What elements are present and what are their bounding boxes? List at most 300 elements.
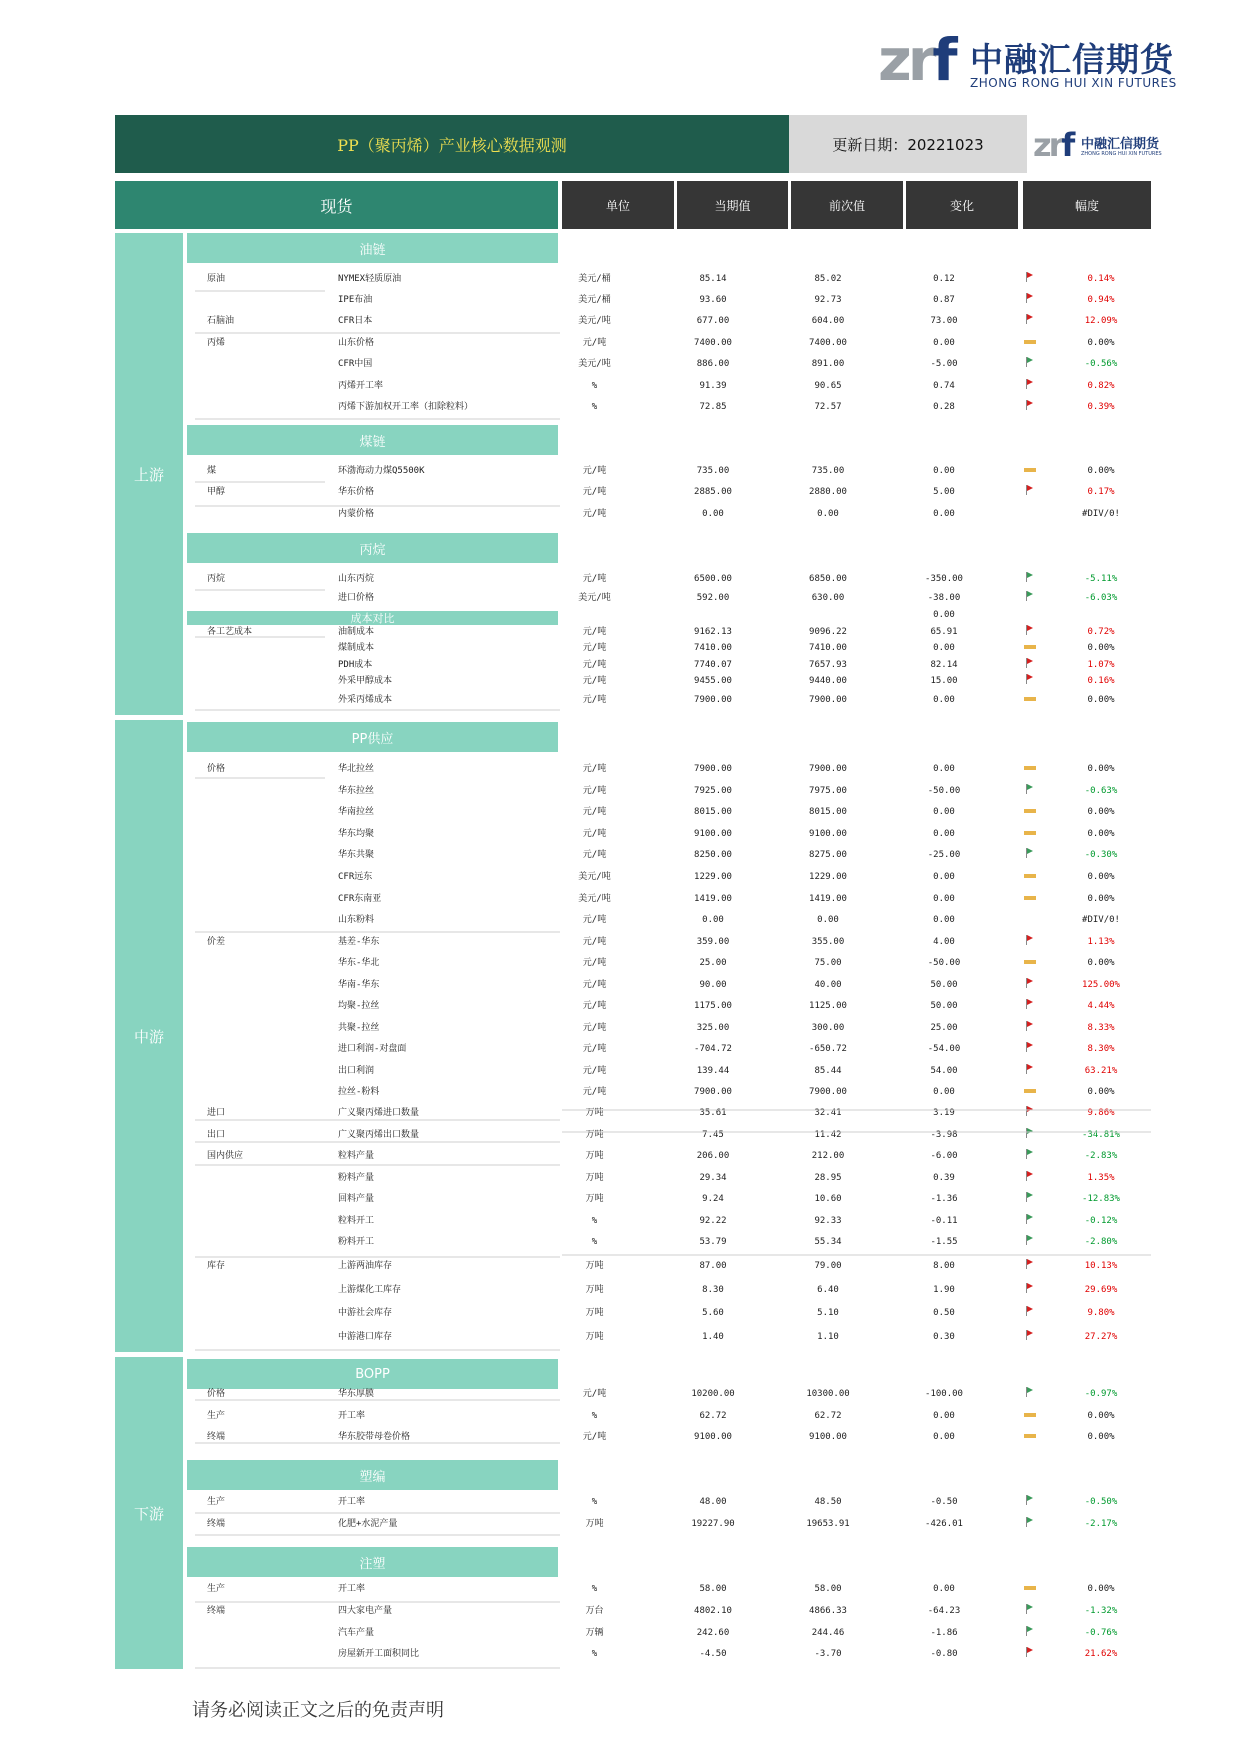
change-cell: -1.36 — [930, 1194, 958, 1204]
report-banner — [115, 115, 1162, 173]
change-cell: 0.50 — [933, 1308, 955, 1318]
change-cell: -64.23 — [927, 1606, 961, 1616]
report-title: PP（聚丙烯）产业核心数据观测 — [115, 115, 789, 173]
flat-bar-icon — [1024, 1406, 1036, 1426]
change-cell: -5.00 — [930, 359, 958, 369]
table-row — [187, 290, 1151, 310]
item-name-cell: 回料产量 — [338, 1194, 375, 1204]
item-name-cell: 汽车产量 — [338, 1628, 375, 1638]
table-row — [187, 824, 1151, 844]
unit-cell: 美元/吨 — [578, 872, 611, 882]
ratio-cell: 0.00% — [1087, 338, 1115, 348]
previous-value-cell: 212.00 — [811, 1151, 845, 1161]
unit-cell: 美元/吨 — [578, 593, 611, 603]
current-value-cell: 62.72 — [699, 1411, 727, 1421]
unit-cell: % — [591, 1237, 598, 1247]
green-flag-icon — [1024, 1514, 1036, 1534]
change-cell: 50.00 — [930, 1001, 958, 1011]
unit-cell: 元/吨 — [582, 627, 607, 637]
current-value-cell: 72.85 — [699, 402, 727, 412]
previous-value-cell: 1125.00 — [809, 1001, 847, 1011]
change-cell: 0.00 — [933, 695, 955, 705]
table-row — [187, 1146, 1151, 1166]
previous-value-cell: 7410.00 — [809, 643, 847, 653]
green-flag-icon — [1024, 1189, 1036, 1209]
table-row — [187, 1579, 1151, 1599]
item-name-cell: 拉丝-粉料 — [338, 1087, 380, 1097]
previous-value-cell: 32.41 — [814, 1108, 842, 1118]
category-cell: 甲醇 — [207, 487, 226, 497]
red-flag-icon — [1024, 671, 1036, 691]
change-cell: 0.28 — [933, 402, 955, 412]
unit-cell: 万辆 — [585, 1628, 604, 1638]
company-name-cn: 中融汇信期货 — [970, 40, 1174, 79]
category-cell: 价格 — [207, 764, 226, 774]
change-cell: -0.80 — [930, 1649, 958, 1659]
ratio-cell: 0.00% — [1087, 807, 1115, 817]
previous-value-cell: 62.72 — [814, 1411, 842, 1421]
current-value-cell: 8015.00 — [694, 807, 732, 817]
change-cell: 1.90 — [933, 1285, 955, 1295]
change-cell: 0.00 — [933, 829, 955, 839]
red-flag-icon — [1024, 1168, 1036, 1188]
header-spot: 现货 — [115, 181, 558, 229]
category-cell: 生产 — [207, 1411, 226, 1421]
unit-cell: 万吨 — [585, 1308, 604, 1318]
item-name-cell: PDH成本 — [338, 660, 373, 670]
green-flag-icon — [1024, 781, 1036, 801]
change-cell: -38.00 — [927, 593, 961, 603]
current-value-cell: 359.00 — [696, 937, 730, 947]
table-row — [187, 671, 1151, 691]
ratio-cell: -2.83% — [1084, 1151, 1118, 1161]
change-cell: 3.19 — [933, 1108, 955, 1118]
item-name-cell: 外采丙烯成本 — [338, 695, 393, 705]
table-row — [187, 397, 1151, 417]
flat-bar-icon — [1024, 867, 1036, 887]
current-value-cell: 7.45 — [702, 1130, 724, 1140]
item-name-cell: 外采甲醇成本 — [338, 676, 393, 686]
section-bopp: BOPP — [187, 1359, 558, 1389]
ratio-cell: 0.94% — [1087, 295, 1115, 305]
ratio-cell: 27.27% — [1084, 1332, 1118, 1342]
item-name-cell: 内蒙价格 — [338, 509, 375, 519]
table-row — [187, 1514, 1151, 1534]
banner-logo — [1033, 126, 1162, 164]
ratio-cell: 0.00% — [1087, 695, 1115, 705]
unit-cell: 元/吨 — [582, 915, 607, 925]
item-name-cell: 华南拉丝 — [338, 807, 375, 817]
green-flag-icon — [1024, 1492, 1036, 1512]
previous-value-cell: 75.00 — [814, 958, 842, 968]
ratio-cell: 0.00% — [1087, 643, 1115, 653]
unit-cell: 美元/桶 — [578, 274, 611, 284]
current-value-cell: -704.72 — [694, 1044, 732, 1054]
unit-cell: 元/吨 — [582, 1023, 607, 1033]
table-row — [187, 482, 1151, 502]
company-logo — [878, 26, 1177, 98]
unit-cell: 元/吨 — [582, 980, 607, 990]
current-value-cell: 48.00 — [699, 1497, 727, 1507]
red-flag-icon — [1024, 1103, 1036, 1123]
unit-cell: 万吨 — [585, 1261, 604, 1271]
red-flag-icon — [1024, 1018, 1036, 1038]
previous-value-cell: 7657.93 — [809, 660, 847, 670]
item-name-cell: 华东均聚 — [338, 829, 375, 839]
unit-cell: 元/吨 — [582, 1389, 607, 1399]
item-name-cell: 开工率 — [338, 1584, 366, 1594]
section-pp-supply: PP供应 — [187, 722, 558, 752]
green-flag-icon — [1024, 1384, 1036, 1404]
unit-cell: 美元/吨 — [578, 359, 611, 369]
change-cell: 0.00 — [933, 466, 955, 476]
table-row — [187, 1232, 1151, 1252]
ratio-cell: 0.72% — [1087, 627, 1115, 637]
current-value-cell: 206.00 — [696, 1151, 730, 1161]
unit-cell: 元/吨 — [582, 1044, 607, 1054]
category-cell: 终端 — [207, 1519, 226, 1529]
previous-value-cell: 79.00 — [814, 1261, 842, 1271]
ratio-cell: 0.00% — [1087, 894, 1115, 904]
item-name-cell: 化肥+水泥产量 — [338, 1519, 398, 1529]
previous-value-cell: 72.57 — [814, 402, 842, 412]
current-value-cell: 7410.00 — [694, 643, 732, 653]
category-cell: 石脑油 — [207, 316, 235, 326]
category-cell: 各工艺成本 — [207, 627, 253, 637]
region-upstream: 上游 — [115, 233, 183, 715]
previous-value-cell: 48.50 — [814, 1497, 842, 1507]
change-cell: 4.00 — [933, 937, 955, 947]
previous-value-cell: 1419.00 — [809, 894, 847, 904]
table-row — [187, 1018, 1151, 1038]
previous-value-cell: 244.46 — [811, 1628, 845, 1638]
previous-value-cell: 85.44 — [814, 1066, 842, 1076]
green-flag-icon — [1024, 1623, 1036, 1643]
current-value-cell: 7925.00 — [694, 786, 732, 796]
unit-cell: 元/吨 — [582, 937, 607, 947]
item-name-cell: 均聚-拉丝 — [338, 1001, 380, 1011]
section-coal: 煤链 — [187, 425, 558, 455]
ratio-cell: 1.13% — [1087, 937, 1115, 947]
current-value-cell: 8250.00 — [694, 850, 732, 860]
change-cell: 15.00 — [930, 676, 958, 686]
change-cell: 8.00 — [933, 1261, 955, 1271]
flat-bar-icon — [1024, 1082, 1036, 1102]
region-downstream: 下游 — [115, 1357, 183, 1669]
table-row — [187, 910, 1151, 930]
change-cell: 82.14 — [930, 660, 958, 670]
table-row — [187, 1623, 1151, 1643]
change-cell: -0.11 — [930, 1216, 958, 1226]
current-value-cell: 9162.13 — [694, 627, 732, 637]
red-flag-icon — [1024, 1039, 1036, 1059]
current-value-cell: 9100.00 — [694, 829, 732, 839]
change-cell: 0.00 — [933, 610, 955, 620]
previous-value-cell: 300.00 — [811, 1023, 845, 1033]
current-value-cell: 7900.00 — [694, 695, 732, 705]
current-value-cell: 5.60 — [702, 1308, 724, 1318]
item-name-cell: CFR东南亚 — [338, 894, 382, 904]
previous-value-cell: 891.00 — [811, 359, 845, 369]
item-name-cell: 上游煤化工库存 — [338, 1285, 402, 1295]
ratio-cell: 12.09% — [1084, 316, 1118, 326]
current-value-cell: 886.00 — [696, 359, 730, 369]
item-name-cell: 丙烯开工率 — [338, 381, 384, 391]
ratio-cell: #DIV/0! — [1082, 509, 1120, 519]
green-flag-icon — [1024, 845, 1036, 865]
item-name-cell: 油制成本 — [338, 627, 375, 637]
item-name-cell: 开工率 — [338, 1411, 366, 1421]
change-cell: 0.12 — [933, 274, 955, 284]
unit-cell: 元/吨 — [582, 338, 607, 348]
ratio-cell: 0.00% — [1087, 1087, 1115, 1097]
green-flag-icon — [1024, 1601, 1036, 1621]
change-cell: -100.00 — [925, 1389, 963, 1399]
change-cell: -0.50 — [930, 1497, 958, 1507]
red-flag-icon — [1024, 1644, 1036, 1664]
flat-bar-icon — [1024, 1427, 1036, 1447]
logo-mark-icon: zrf — [878, 26, 954, 94]
unit-cell: % — [591, 402, 598, 412]
unit-cell: 万吨 — [585, 1130, 604, 1140]
unit-cell: 元/吨 — [582, 660, 607, 670]
category-cell: 煤 — [207, 466, 217, 476]
item-name-cell: 中游港口库存 — [338, 1332, 393, 1342]
table-row — [187, 690, 1151, 710]
red-flag-icon — [1024, 1280, 1036, 1300]
unit-cell: 元/吨 — [582, 1001, 607, 1011]
current-value-cell: 1419.00 — [694, 894, 732, 904]
banner-logo-en: ZHONG RONG HUI XIN FUTURES — [1081, 151, 1162, 157]
unit-cell: 万吨 — [585, 1151, 604, 1161]
item-name-cell: 广义聚丙烯出口数量 — [338, 1130, 420, 1140]
table-row — [187, 867, 1151, 887]
item-name-cell: 粒料开工 — [338, 1216, 375, 1226]
previous-value-cell: 4866.33 — [809, 1606, 847, 1616]
change-cell: -50.00 — [927, 786, 961, 796]
flat-bar-icon — [1024, 759, 1036, 779]
item-name-cell: 基差-华东 — [338, 937, 380, 947]
item-name-cell: 丙烯下游加权开工率（扣除粒料） — [338, 402, 474, 412]
unit-cell: % — [591, 1497, 598, 1507]
ratio-cell: 1.07% — [1087, 660, 1115, 670]
item-name-cell: 房屋新开工面积同比 — [338, 1649, 420, 1659]
ratio-cell: 63.21% — [1084, 1066, 1118, 1076]
change-cell: 0.00 — [933, 1432, 955, 1442]
ratio-cell: 0.82% — [1087, 381, 1115, 391]
ratio-cell: 4.44% — [1087, 1001, 1115, 1011]
ratio-cell: 10.13% — [1084, 1261, 1118, 1271]
table-row — [187, 889, 1151, 909]
item-name-cell: 中游社会库存 — [338, 1308, 393, 1318]
previous-value-cell: 6.40 — [817, 1285, 839, 1295]
category-cell: 价格 — [207, 1389, 226, 1399]
current-value-cell: 677.00 — [696, 316, 730, 326]
update-date: 更新日期：20221023 — [789, 115, 1027, 173]
change-cell: -25.00 — [927, 850, 961, 860]
ratio-cell: 8.33% — [1087, 1023, 1115, 1033]
header-change: 变化 — [906, 181, 1018, 229]
current-value-cell: 53.79 — [699, 1237, 727, 1247]
previous-value-cell: 85.02 — [814, 274, 842, 284]
previous-value-cell: 6850.00 — [809, 574, 847, 584]
item-name-cell: 粉料产量 — [338, 1173, 375, 1183]
change-cell: -1.86 — [930, 1628, 958, 1638]
current-value-cell: 4802.10 — [694, 1606, 732, 1616]
category-cell: 生产 — [207, 1584, 226, 1594]
previous-value-cell: 0.00 — [817, 915, 839, 925]
flat-bar-icon — [1024, 690, 1036, 710]
ratio-cell: 0.00% — [1087, 872, 1115, 882]
green-flag-icon — [1024, 1146, 1036, 1166]
item-name-cell: 四大家电产量 — [338, 1606, 393, 1616]
unit-cell: 万吨 — [585, 1285, 604, 1295]
table-row — [187, 504, 1151, 524]
current-value-cell: 9100.00 — [694, 1432, 732, 1442]
ratio-cell: -0.50% — [1084, 1497, 1118, 1507]
empty-indicator — [1024, 504, 1036, 524]
previous-value-cell: 40.00 — [814, 980, 842, 990]
green-flag-icon — [1024, 1125, 1036, 1145]
current-value-cell: 242.60 — [696, 1628, 730, 1638]
ratio-cell: #DIV/0! — [1082, 915, 1120, 925]
ratio-cell: 0.00% — [1087, 1584, 1115, 1594]
ratio-cell: 29.69% — [1084, 1285, 1118, 1295]
table-row — [187, 1644, 1151, 1664]
current-value-cell: 7900.00 — [694, 1087, 732, 1097]
current-value-cell: 735.00 — [696, 466, 730, 476]
ratio-cell: 0.00% — [1087, 829, 1115, 839]
unit-cell: 美元/桶 — [578, 295, 611, 305]
item-name-cell: 华东共聚 — [338, 850, 375, 860]
previous-value-cell: 58.00 — [814, 1584, 842, 1594]
table-row — [187, 1492, 1151, 1512]
current-value-cell: 1.40 — [702, 1332, 724, 1342]
change-cell: -350.00 — [925, 574, 963, 584]
previous-value-cell: 9096.22 — [809, 627, 847, 637]
ratio-cell: 9.86% — [1087, 1108, 1115, 1118]
table-row — [187, 1406, 1151, 1426]
previous-value-cell: 92.73 — [814, 295, 842, 305]
item-name-cell: 华南-华东 — [338, 980, 380, 990]
category-cell: 价差 — [207, 937, 226, 947]
disclaimer-note: 请务必阅读正文之后的免责声明 — [192, 1700, 444, 1721]
change-cell: 54.00 — [930, 1066, 958, 1076]
item-name-cell: 华东-华北 — [338, 958, 380, 968]
previous-value-cell: 7900.00 — [809, 764, 847, 774]
current-value-cell: 58.00 — [699, 1584, 727, 1594]
item-name-cell: 华东厚膜 — [338, 1389, 375, 1399]
ratio-cell: 21.62% — [1084, 1649, 1118, 1659]
table-row — [187, 953, 1151, 973]
green-flag-icon — [1024, 354, 1036, 374]
item-name-cell: 进口利润-对盘面 — [338, 1044, 407, 1054]
unit-cell: 万吨 — [585, 1332, 604, 1342]
previous-value-cell: 8015.00 — [809, 807, 847, 817]
change-cell: -50.00 — [927, 958, 961, 968]
previous-value-cell: 19653.91 — [806, 1519, 850, 1529]
category-cell: 丙烷 — [207, 574, 226, 584]
ratio-cell: -0.12% — [1084, 1216, 1118, 1226]
ratio-cell: 9.80% — [1087, 1308, 1115, 1318]
header-current: 当期值 — [677, 181, 788, 229]
header-unit: 单位 — [562, 181, 674, 229]
change-cell: 65.91 — [930, 627, 958, 637]
change-cell: 0.87 — [933, 295, 955, 305]
unit-cell: % — [591, 1216, 598, 1226]
section-injection: 注塑 — [187, 1547, 558, 1577]
unit-cell: % — [591, 1411, 598, 1421]
change-cell: 0.00 — [933, 915, 955, 925]
item-name-cell: 山东粉料 — [338, 915, 375, 925]
previous-value-cell: 9440.00 — [809, 676, 847, 686]
unit-cell: % — [591, 1584, 598, 1594]
red-flag-icon — [1024, 376, 1036, 396]
current-value-cell: 92.22 — [699, 1216, 727, 1226]
change-cell: 0.00 — [933, 1584, 955, 1594]
ratio-cell: -0.30% — [1084, 850, 1118, 860]
change-cell: 0.74 — [933, 381, 955, 391]
current-value-cell: 93.60 — [699, 295, 727, 305]
unit-cell: 元/吨 — [582, 958, 607, 968]
unit-cell: 元/吨 — [582, 643, 607, 653]
previous-value-cell: 630.00 — [811, 593, 845, 603]
current-value-cell: 139.44 — [696, 1066, 730, 1076]
table-row — [187, 781, 1151, 801]
table-row — [187, 1061, 1151, 1081]
category-cell: 出口 — [207, 1130, 226, 1140]
ratio-cell: 1.35% — [1087, 1173, 1115, 1183]
item-name-cell: 粒料产量 — [338, 1151, 375, 1161]
item-name-cell: 华东胶带母卷价格 — [338, 1432, 411, 1442]
item-name-cell: 煤制成本 — [338, 643, 375, 653]
item-name-cell: CFR日本 — [338, 316, 373, 326]
table-row — [187, 1103, 1151, 1123]
table-row — [187, 1327, 1151, 1347]
current-value-cell: 25.00 — [699, 958, 727, 968]
current-value-cell: 8.30 — [702, 1285, 724, 1295]
banner-logo-cn: 中融汇信期货 — [1081, 137, 1160, 152]
company-name-en: ZHONG RONG HUI XIN FUTURES — [970, 76, 1177, 90]
previous-value-cell: 8275.00 — [809, 850, 847, 860]
unit-cell: 元/吨 — [582, 850, 607, 860]
current-value-cell: 0.00 — [702, 509, 724, 519]
banner-logo-mark-icon: zrf — [1033, 126, 1073, 164]
red-flag-icon — [1024, 269, 1036, 289]
ratio-cell: 0.00% — [1087, 958, 1115, 968]
ratio-cell: 0.00% — [1087, 764, 1115, 774]
current-value-cell: 35.61 — [699, 1108, 727, 1118]
item-name-cell: 共聚-拉丝 — [338, 1023, 380, 1033]
unit-cell: 元/吨 — [582, 676, 607, 686]
category-cell: 终端 — [207, 1606, 226, 1616]
current-value-cell: -4.50 — [699, 1649, 727, 1659]
current-value-cell: 10200.00 — [691, 1389, 735, 1399]
table-row — [187, 311, 1151, 331]
change-cell: 0.00 — [933, 894, 955, 904]
ratio-cell: -0.76% — [1084, 1628, 1118, 1638]
previous-value-cell: 28.95 — [814, 1173, 842, 1183]
ratio-cell: 0.16% — [1087, 676, 1115, 686]
flat-bar-icon — [1024, 1579, 1036, 1599]
current-value-cell: 19227.90 — [691, 1519, 735, 1529]
table-row — [187, 1384, 1151, 1404]
previous-value-cell: 7900.00 — [809, 1087, 847, 1097]
item-name-cell: 进口价格 — [338, 593, 375, 603]
current-value-cell: 85.14 — [699, 274, 727, 284]
unit-cell: 元/吨 — [582, 1087, 607, 1097]
change-cell: -54.00 — [927, 1044, 961, 1054]
